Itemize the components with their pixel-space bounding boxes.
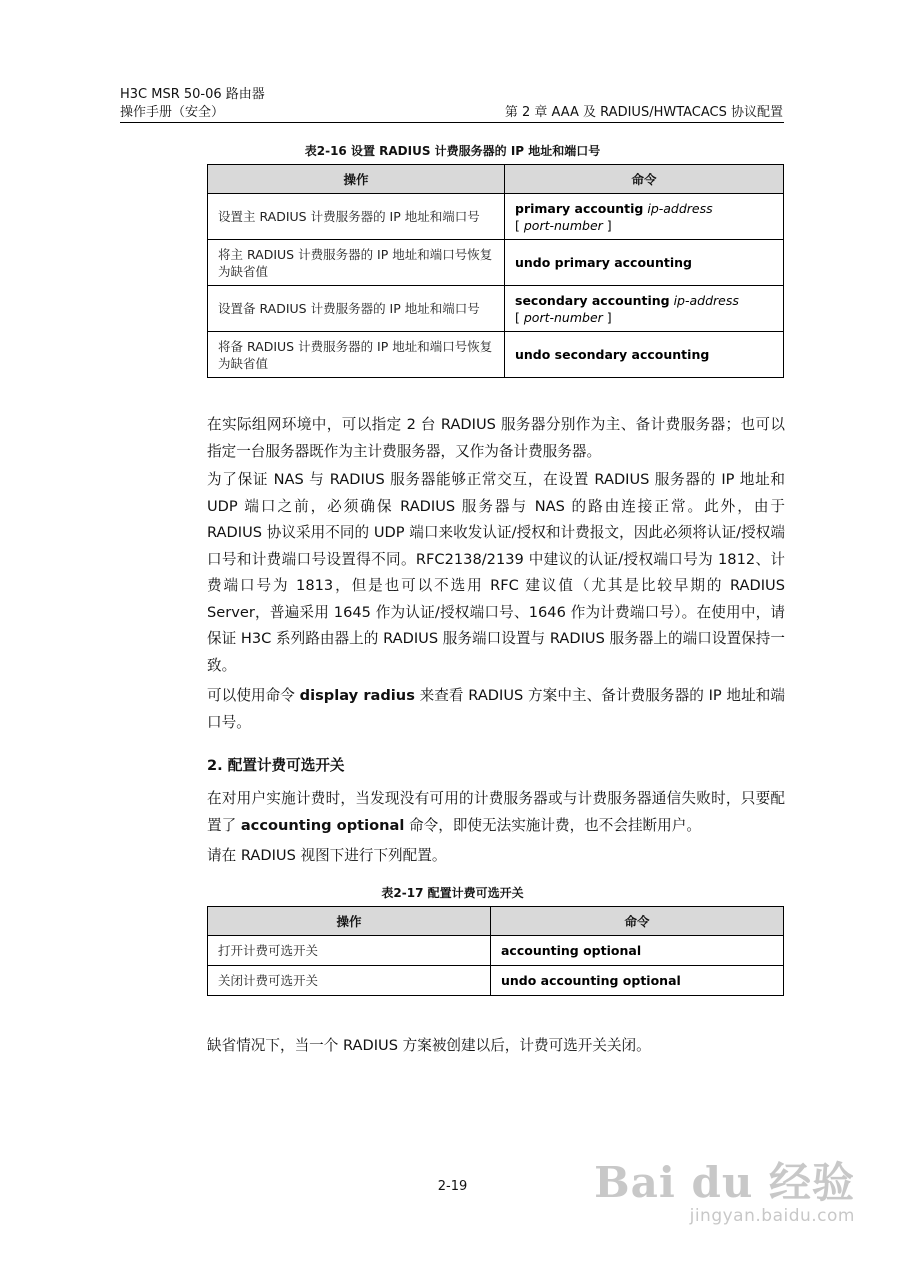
cmd-keyword: primary accountig [515,200,644,216]
watermark-url: jingyan.baidu.com [689,1206,855,1226]
table2-op-0: 打开计费可选开关 [208,936,491,966]
table-row [208,966,784,996]
table1-cmd-0 [505,194,784,240]
table2-cmd-1 [491,966,784,996]
table1-header-cmd: 命令 [505,165,784,194]
header-chapter: 第 2 章 AAA 及 RADIUS/HWTACACS 协议配置 [504,105,783,120]
table1-caption: 表2-16 设置 RADIUS 计费服务器的 IP 地址和端口号 [304,144,601,158]
cmd-arg: ip-address [669,292,739,308]
paragraph-6: 缺省情况下，当一个 RADIUS 方案被创建以后，计费可选开关关闭。 [207,1037,651,1054]
paragraph-4 [207,786,785,839]
table-row [208,194,784,240]
cmd-keyword: undo secondary accounting [515,347,710,362]
table2-op-1: 关闭计费可选开关 [208,966,491,996]
table2 [207,906,784,996]
cmd-bracket-close: ] [602,217,612,233]
table1-header-op: 操作 [208,165,505,194]
table2-caption: 表2-17 配置计费可选开关 [381,886,524,900]
header-product: H3C MSR 50-06 路由器 [120,87,265,102]
table1-op-2: 设置备 RADIUS 计费服务器的 IP 地址和端口号 [208,286,505,332]
para4-command: accounting optional [240,816,405,834]
table-row [208,936,784,966]
watermark-logo: Bai du 经验 [594,1158,855,1207]
table-row [208,240,784,286]
paragraph-1: 在实际组网环境中，可以指定 2 台 RADIUS 服务器分别作为主、备计费服务器；也可以指定一台服务器既作为主计费服务器，又作为备计费服务器。 [207,416,785,460]
table2-header-op: 操作 [208,907,491,936]
paragraph-2: 为了保证 NAS 与 RADIUS 服务器能够正常交互，在设置 RADIUS 服务器的 IP 地址和 UDP 端口之前，必须确保 RADIUS 服务器与 NAS 的路由连接正常。此外，由于 RADIUS 协议采用不同的 UDP 端口来收发认证/授权和计费报文，因此必须将认证/授权端口号和计费端口号设置得不同。RFC2138/2139 中建议的认证/授权端口号为 1812、计费端口号为 1813，但是也可以不选用 RFC 建议值（尤其是比较早期的 RADIUS Server，普遍采用 1645 作为认证/授权端口号、1646 作为计费端口号）。在使用中，请保证 H3C 系列路由器上的 RADIUS 服务端口设置与 RADIUS 服务器上的端口设置保持一致。 [207,471,785,674]
cmd-keyword: secondary accounting [515,292,670,308]
cmd-arg: ip-address [643,200,713,216]
section-heading: 2. 配置计费可选开关 [207,757,345,774]
table2-cmd-0 [491,936,784,966]
cmd-arg-optional: port-number [523,217,603,233]
header-divider [120,122,784,123]
table1-op-0: 设置主 RADIUS 计费服务器的 IP 地址和端口号 [208,194,505,240]
running-header-left [120,86,265,122]
para3-pre: 可以使用命令 [207,687,300,704]
paragraph-3 [207,683,785,736]
cmd-keyword: undo accounting optional [501,973,681,988]
cmd-arg-optional: port-number [523,309,603,325]
cmd-bracket-close: ] [602,309,612,325]
para4-post: 命令，即使无法实施计费，也不会挂断用户。 [404,816,701,834]
table-row [208,286,784,332]
table1 [207,164,784,378]
page-number: 2-19 [437,1179,468,1194]
table1-cmd-1 [505,240,784,286]
table2-header-cmd: 命令 [491,907,784,936]
cmd-keyword: undo primary accounting [515,255,692,270]
table1-op-1: 将主 RADIUS 计费服务器的 IP 地址和端口号恢复为缺省值 [208,240,505,286]
cmd-keyword: accounting optional [501,943,642,958]
cmd-bracket-open: [ [515,309,524,325]
para3-command: display radius [299,687,415,704]
cmd-bracket-open: [ [515,217,524,233]
table-row [208,332,784,378]
table1-cmd-2 [505,286,784,332]
para3-post: 来查看 RADIUS 方案中主、备计费服务器的 IP 地址和端口号。 [207,687,785,731]
baidu-jingyan-watermark [594,1150,855,1226]
table1-cmd-3 [505,332,784,378]
para4-pre: 在对用户实施计费时，当发现没有可用的计费服务器或与计费服务器通信失败时，只要配置了 [207,790,785,834]
paragraph-5: 请在 RADIUS 视图下进行下列配置。 [207,847,447,864]
header-manual: 操作手册（安全） [120,105,225,120]
table1-op-3: 将备 RADIUS 计费服务器的 IP 地址和端口号恢复为缺省值 [208,332,505,378]
